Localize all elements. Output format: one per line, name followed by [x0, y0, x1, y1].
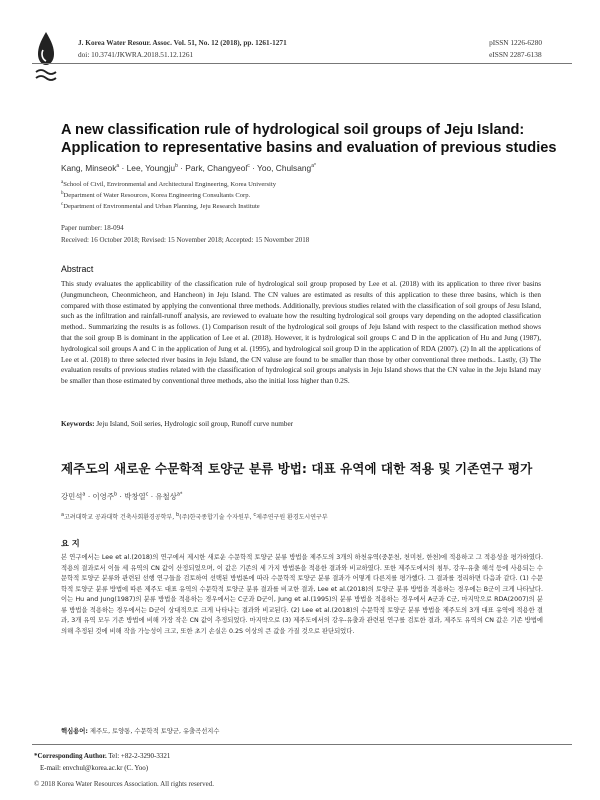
abstract-body: This study evaluates the applicability of the classification rule of hydrological soil group proposed by Lee et al. (2018) with its application to three river basins (Jungmuncheon, Cheonmicheon, and Hancheon) in Jeju Island. The CN values are estimated as results of this application to these three basins, which is then compared with those estimated by applying the conventional three methods. Additionally, previous studies related with the classification of soil groups of Jesu Island, such as the infiltration and rainfall-runoff analysis, are reviewed to evaluate how the resulting hydrological soil groups vary depending on the adopted classification method.. Summarizing the results is as follows. (1) Comparison result of the hydrological soil groups of Jeju Island with respect to the classification method shows that the soil group B is dominant in the application of Lee et al. (2018). However, it is hydrological soil groups C and D in the application of Hu and Jung (1987), hydrological soil groups A and C in the application of Jung et al. (1995), and hydrological soil group D in the application of RDA (2007). (2) In all the applications of Lee et al. (2018) to three selected river basins in Jeju Island, the CN valuse are found to be smaller than those by other conventional three methods.. Lastly, (3) The evaluation results of previous studies related with the classification of hydrological soil groups analysis in Jeju Island shows that the CN value in the Jeju Island may be smaller than those estimated by conventional three methods, also the initial loss higher than 0.2S. — [61, 280, 541, 386]
affiliation-b: $^b$Department of Water Resources, Korea Engineering Consultants Corp. — [61, 191, 251, 200]
corresponding-author — [34, 752, 170, 760]
paper-number: Paper number: 18-094 — [61, 224, 124, 232]
journal-header — [78, 37, 287, 61]
author-name: Kang, Minseok — [61, 163, 117, 173]
corresponding-label: *Corresponding Author. — [34, 752, 107, 760]
paper-title-ko: 제주도의 새로운 수문학적 토양군 분류 방법: 대표 유역에 대한 적용 및 기존연구 평가 — [61, 461, 533, 476]
affiliation-a: $^a$School of Civil, Environmental and Architectural Engineering, Korea University — [61, 180, 277, 189]
keywords-label: Keywords: — [61, 420, 95, 428]
eissn: eISSN 2287-6138 — [489, 50, 542, 59]
affiliation-c: $^c$Department of Environmental and Urban Planning, Jeju Research Institute — [61, 202, 260, 211]
keywords-ko-label: 핵심용어: — [61, 728, 88, 735]
keywords-ko-list: 제주도, 토양통, 수문학적 토양군, 유출곡선지수 — [87, 728, 220, 735]
header-divider — [32, 63, 572, 64]
affiliation-ko: $^a$고려대학교 공과대학 건축사회환경공학부, $^b$(주)한국종합기술 수자원부, $^c$제주연구원 환경도시연구부 — [61, 512, 328, 521]
author-sup: c — [247, 163, 250, 170]
journal-logo-icon — [34, 28, 58, 86]
abstract-heading: Abstract — [61, 264, 94, 274]
keywords-list: Jeju Island, Soil series, Hydrologic soil group, Runoff curve number — [94, 420, 294, 428]
author-sup: a — [116, 163, 120, 170]
yoji-body: 본 연구에서는 Lee et al.(2018)의 연구에서 제시한 새로운 수문학적 토양군 분류 방법을 제주도의 3개의 하천유역(중문천, 천미천, 한천)에 적용하고 그 적용성을 평가하였다. 적용의 결과로서 이들 세 유역의 CN 값이 산정되었으며, 이 값은 기존의 세 가지 방법론을 적용한 결과와 비교하였다. 또한 제주도에서의 침투, 강우-유출 해석 등에 사용되는 수문학적 토양군 분류와 관련된 선행 연구들을 검토하여 선택된 방법론에 따라 수문학적 토양군 분류 결과가 어떻게 다른지를 평가했다. 그 결과를 정리하면 다음과 같다. (1) 수문학적 토양군 분류 방법에 따른 제주도 대표 유역의 수문학적 토양군 분류 결과를 비교한 결과, Lee et al.(2018)의 토양군 분류 방법을 적용하는 경우에는 B군이 크게 나타났다. 이는 Hu and Jung(1987)의 분류 방법을 적용하는 경우에서는 C군과 D군이, Jung et al.(1995)의 분류 방법을 적용하는 경우에서 A군과 C군, 마지막으로 RDA(2007)의 분류 방법을 적용하는 경우에서는 D군이 상대적으로 크게 나타나는 결과와 비교된다. (2) Lee et al.(2018)의 수문학적 토양군 분류 방법을 제주도의 3개 대표 유역에 적용한 결과, 3개 유역 모두 기존 방법에 비해 가장 작은 CN 값이 추정되었다. 마지막으로 (3) 제주도에서의 강우-유출과 관련된 연구를 검토한 결과, 제주도 유역의 CN 값은 기존 방법에 의해 추정된 것에 비해 작을 가능성이 크고, 또한 초기 손실은 0.2S 이상의 큰 값을 가질 것으로 판단되었다. — [61, 554, 543, 635]
paper-title-en: A new classification rule of hydrological soil groups of Jeju Island: Application to representative basins and evaluation of previous studies — [61, 122, 557, 156]
corresponding-email[interactable]: E-mail: envchul@korea.ac.kr (C. Yoo) — [40, 764, 149, 772]
author-name-ko: 강민석 — [61, 492, 83, 501]
keywords-en — [61, 420, 293, 428]
footer-divider — [32, 744, 572, 745]
author-name: · Yoo, Chulsang — [249, 163, 312, 173]
author-name-ko: · 박창열 — [117, 492, 146, 501]
issn-block — [489, 37, 542, 61]
author-sup: c — [145, 491, 149, 498]
author-name-ko: · 이영주 — [85, 492, 114, 501]
copyright-notice: © 2018 Korea Water Resources Association. All rights reserved. — [34, 780, 214, 788]
author-sup: a* — [311, 163, 316, 170]
yoji-heading: 요 지 — [61, 538, 80, 548]
journal-citation: J. Korea Water Resour. Assoc. Vol. 51, No. 12 (2018), pp. 1261-1271 — [78, 38, 287, 47]
paper-dates: Received: 16 October 2018; Revised: 15 November 2018; Accepted: 15 November 2018 — [61, 236, 310, 244]
pissn: pISSN 1226-6280 — [489, 38, 542, 47]
corresponding-tel: Tel: +82-2-3290-3321 — [106, 752, 171, 760]
keywords-ko — [61, 726, 219, 735]
authors-ko — [61, 491, 182, 502]
doi[interactable]: doi: 10.3741/JKWRA.2018.51.12.1261 — [78, 50, 194, 59]
authors-en — [61, 163, 316, 173]
author-sup: a — [82, 491, 86, 498]
author-sup: b — [175, 163, 178, 170]
author-sup: b — [113, 491, 118, 498]
author-sup: a* — [176, 491, 183, 498]
author-name: · Lee, Youngju — [119, 163, 176, 173]
author-name-ko: · 유철상 — [148, 492, 177, 501]
author-name: · Park, Changyeol — [177, 163, 248, 173]
